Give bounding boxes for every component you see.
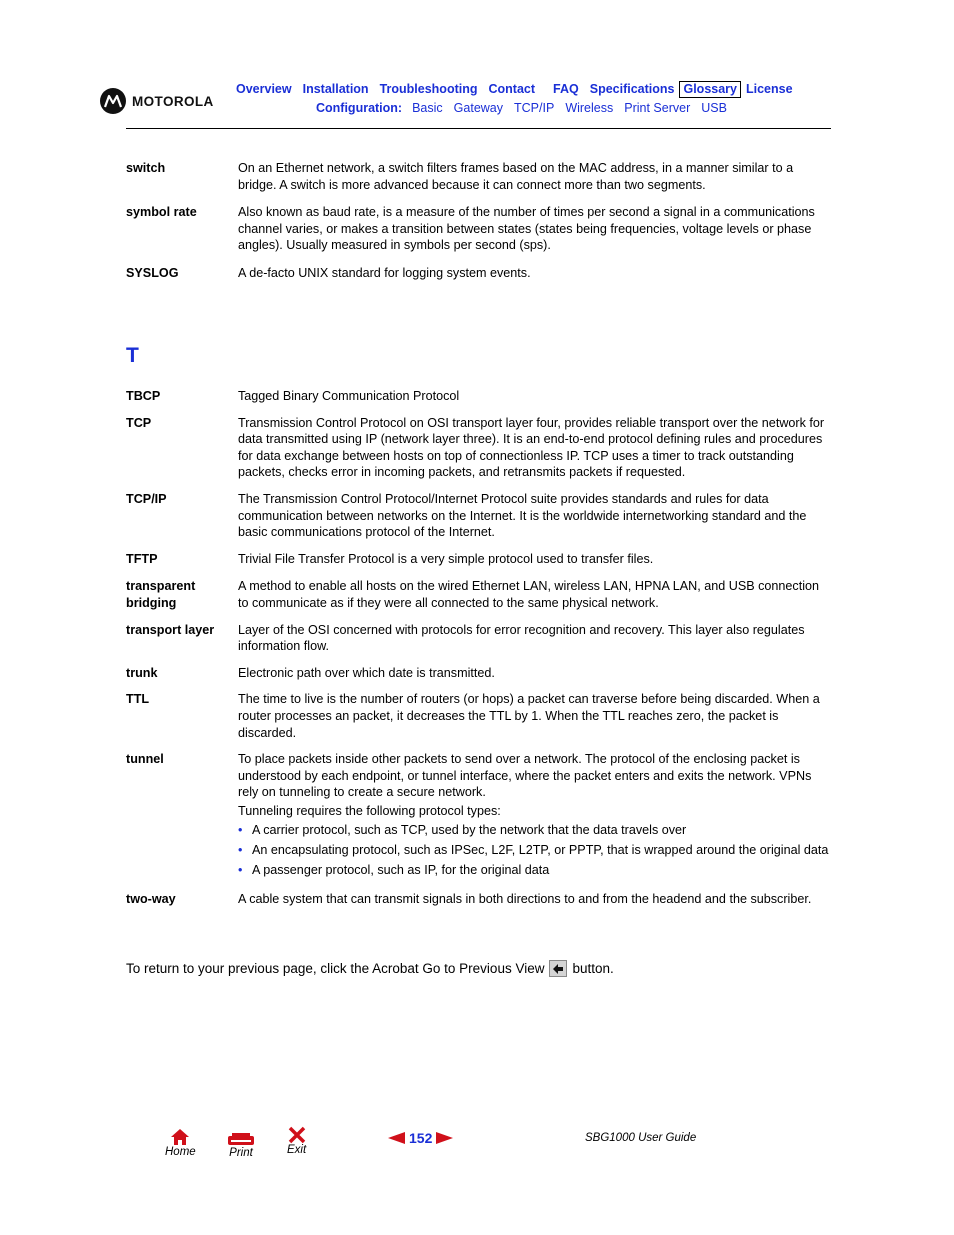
glossary-definition: Layer of the OSI concerned with protocols for error recognition and recovery. This layer also regulates information flow. <box>238 622 805 654</box>
list-item-text: An encapsulating protocol, such as IPSec, L2F, L2TP, or PPTP, that is wrapped around the original data <box>252 843 829 858</box>
glossary-definition: A method to enable all hosts on the wired Ethernet LAN, wireless LAN, HPNA LAN, and USB connection to communicate as if they were all connected to the same physical network. <box>238 579 820 610</box>
glossary-entry <box>126 691 831 741</box>
glossary-entry <box>126 265 831 282</box>
nav-contact[interactable]: Contact <box>488 82 536 96</box>
glossary-term: SYSLOG <box>126 265 179 280</box>
glossary-entry <box>126 415 831 481</box>
exit-label: Exit <box>287 1144 307 1156</box>
glossary-term: symbol rate <box>126 205 197 220</box>
glossary-term: transparent bridging <box>126 579 196 610</box>
glossary-definition: Also known as baud rate, is a measure of the number of times per second a signal in a communications channel varies, or makes a transition between states (states being frequencies, voltage levels or phase angles). Usually measured in symbols per second (sps). <box>238 205 815 253</box>
bullet-icon: • <box>238 862 243 877</box>
glossary-definition: A cable system that can transmit signals in both directions to and from the headend and the subscriber. <box>238 892 812 907</box>
configuration-nav <box>316 101 738 115</box>
triangle-right-icon <box>436 1132 453 1144</box>
home-button[interactable] <box>165 1128 196 1158</box>
guide-title: SBG1000 User Guide <box>585 1132 697 1144</box>
glossary-definition <box>238 751 831 881</box>
next-page-button[interactable] <box>436 1132 453 1144</box>
glossary-t-entries <box>126 388 831 908</box>
nav-specifications[interactable]: Specifications <box>589 82 675 96</box>
home-label: Home <box>165 1146 196 1158</box>
glossary-definition: Electronic path over which date is transmitted. <box>238 665 495 680</box>
previous-view-button[interactable] <box>549 960 567 977</box>
list-item <box>238 862 831 879</box>
glossary-entry <box>126 551 831 568</box>
list-item-text: A passenger protocol, such as IP, for the original data <box>252 862 550 877</box>
glossary-entry <box>126 160 831 193</box>
nav-config-gateway[interactable]: Gateway <box>453 101 504 115</box>
glossary-entry <box>126 491 831 541</box>
configuration-label: Configuration: <box>316 101 403 115</box>
nav-config-usb[interactable]: USB <box>701 101 727 115</box>
glossary-entry <box>126 622 831 655</box>
home-icon <box>170 1128 190 1146</box>
nav-config-wireless[interactable]: Wireless <box>565 101 614 115</box>
print-icon <box>227 1133 255 1147</box>
glossary-definition: Tagged Binary Communication Protocol <box>238 389 460 403</box>
glossary-term: trunk <box>126 665 158 680</box>
brand-name: MOTOROLA <box>132 93 214 109</box>
primary-nav <box>236 82 804 98</box>
print-button[interactable] <box>227 1133 255 1159</box>
glossary-entry <box>126 891 831 908</box>
glossary-term: TFTP <box>126 551 158 566</box>
glossary-entry <box>126 751 831 881</box>
glossary-definition: The Transmission Control Protocol/Internet Protocol suite provides standards and rules for data communication between networks on the Internet. It is the worldwide internetworking standard and the basic communications protocol of the Internet. <box>238 491 807 540</box>
glossary-definition: A de-facto UNIX standard for logging system events. <box>238 265 531 280</box>
page-navigator <box>388 1130 453 1146</box>
glossary-term: switch <box>126 161 166 175</box>
nav-config-tcpip[interactable]: TCP/IP <box>514 101 555 115</box>
glossary-entry <box>126 665 831 682</box>
tunnel-protocol-list <box>238 822 831 878</box>
list-item <box>238 842 831 859</box>
exit-button[interactable] <box>287 1126 306 1156</box>
nav-glossary[interactable]: Glossary <box>679 81 741 98</box>
nav-installation[interactable]: Installation <box>302 82 369 96</box>
tunnel-intro: Tunneling requires the following protocol types: <box>238 803 501 818</box>
motorola-logo <box>100 88 214 114</box>
glossary-term: transport layer <box>126 622 215 637</box>
glossary-term: TTL <box>126 692 150 707</box>
glossary-entry <box>126 388 831 405</box>
triangle-left-icon <box>388 1132 405 1144</box>
glossary-entry <box>126 204 831 254</box>
glossary-entry <box>126 578 831 611</box>
bullet-icon: • <box>238 843 243 858</box>
glossary-term: TCP <box>126 415 152 430</box>
glossary-definition: On an Ethernet network, a switch filters frames based on the MAC address, in a manner similar to a bridge. A switch is more advanced because it can connect more than two segments. <box>238 161 794 192</box>
section-letter-heading: T <box>126 344 139 367</box>
previous-page-button[interactable] <box>388 1132 405 1144</box>
glossary-definition: The time to live is the number of routers (or hops) a packet can traverse before being discarded. When a router processes an packet, it decreases the TTL by 1. When the TTL reaches zero, the packet is discarded. <box>238 692 820 740</box>
list-item-text: A carrier protocol, such as TCP, used by the network that the data travels over <box>252 823 687 838</box>
glossary-term: two-way <box>126 892 176 907</box>
glossary-definition: Trivial File Transfer Protocol is a very simple protocol used to transfer files. <box>238 551 654 566</box>
back-arrow-icon <box>553 964 563 974</box>
nav-config-print-server[interactable]: Print Server <box>624 101 691 115</box>
exit-icon <box>288 1126 306 1144</box>
print-label: Print <box>229 1147 253 1159</box>
nav-license[interactable]: License <box>746 82 793 96</box>
return-text-end: button. <box>572 961 614 976</box>
glossary-s-entries <box>126 160 831 282</box>
nav-faq[interactable]: FAQ <box>553 82 579 96</box>
glossary-term: TBCP <box>126 389 161 403</box>
glossary-term: TCP/IP <box>126 491 167 506</box>
return-text: To return to your previous page, click the Acrobat Go to Previous View <box>126 961 545 976</box>
nav-troubleshooting[interactable]: Troubleshooting <box>379 82 478 96</box>
list-item <box>238 822 831 839</box>
tunnel-definition: To place packets inside other packets to send over a network. The protocol of the enclosing packet is understood by each endpoint, or tunnel interface, where the packet enters and exits the network. VPNs rely on tunneling to create a secure network. <box>238 752 812 800</box>
motorola-batwing-icon <box>100 88 126 114</box>
page-number: 152 <box>409 1130 433 1146</box>
bullet-icon: • <box>238 823 243 838</box>
glossary-definition: Transmission Control Protocol on OSI transport layer four, provides reliable transport over the network for data transmitted using IP (network layer three). It is an end-to-end protocol defining rules and procedures for data exchange between hosts on top of connectionless IP. TCP uses a timer to track outstanding packets, checks error in incoming packets, and retransmits packets if requested. <box>238 415 825 480</box>
header-divider <box>126 128 831 129</box>
glossary-term: tunnel <box>126 752 164 767</box>
nav-overview[interactable]: Overview <box>236 82 292 96</box>
return-instruction <box>126 960 614 977</box>
nav-config-basic[interactable]: Basic <box>412 101 443 115</box>
